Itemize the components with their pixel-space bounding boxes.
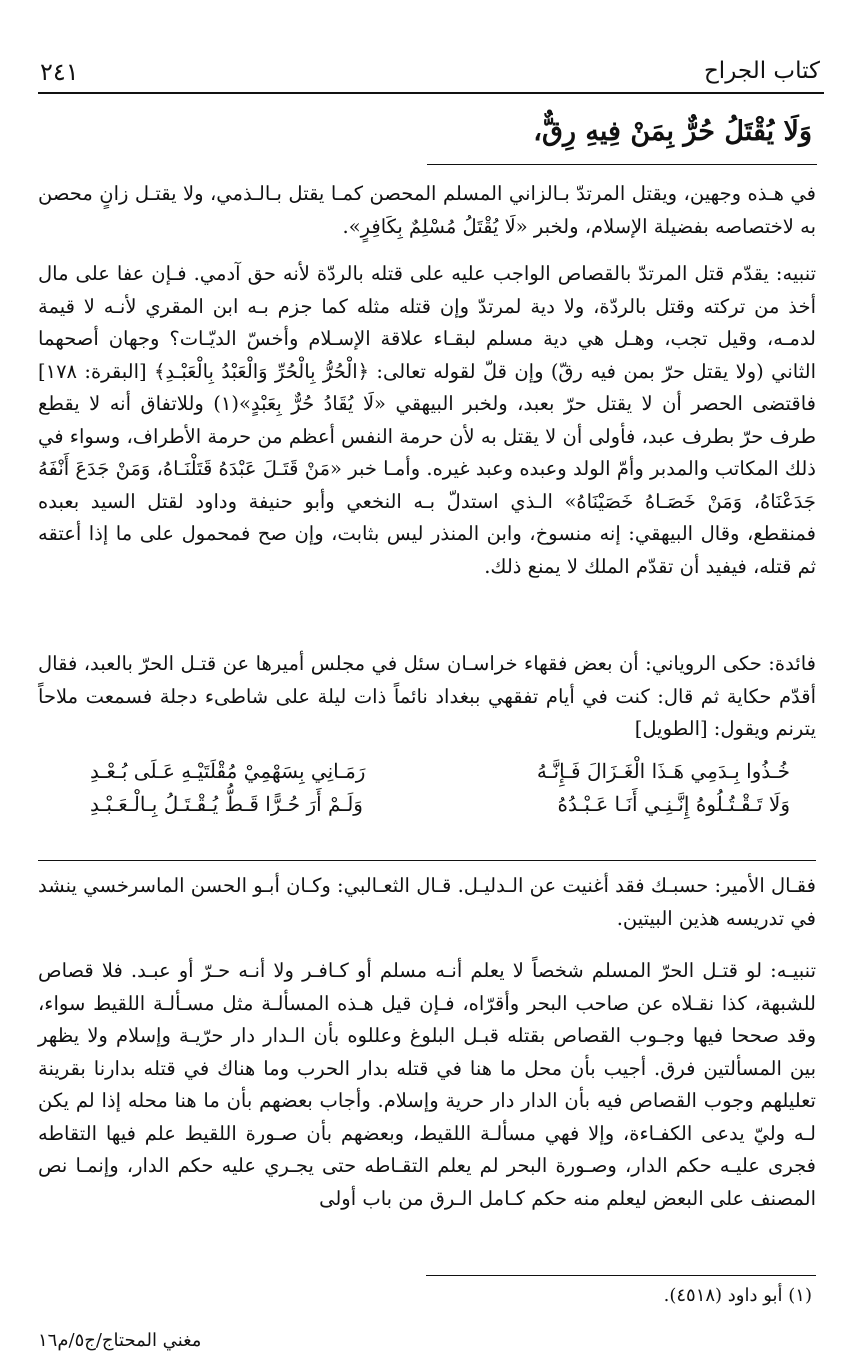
signature-mark: مغني المحتاج/ج٥/م١٦ xyxy=(38,1330,202,1351)
matn-heading: وَلَا يُقْتَلُ حُرٌّ بِمَنْ فِيهِ رِقٌّ، xyxy=(533,116,812,147)
verse-first-hemistich: وَلَا تَـقْـتُـلُوهُ إِنَّـنِـي أَنَـا عَـبْـدُهُ xyxy=(557,792,790,816)
poem xyxy=(80,755,790,825)
heading-rule xyxy=(427,164,817,165)
section-divider xyxy=(38,860,816,861)
paragraph: تنبيه: يقدّم قتل المرتدّ بالقصاص الواجب عليه على قتله بالردّة لأنه حق آدمي. فـإن عفا على مال أخذ من تركته وقتل بالردّة، ولا دية لمرتدّ وإن قتله مثله كما جزم بـه ابن المقري لأنـه لا قيمة لدمـه، وقيل تجب، وهـل هي دية مسلم لبقـاء علاقة الإسـلام وأخسّ الديّـات؟ وجهان أصحهما الثاني (ولا يقتل حرّ بمن فيه رقّ) وإن قلّ لقوله تعالى: ﴿الْحُرُّ بِالْحُرِّ وَالْعَبْدُ بِالْعَبْـدِ﴾ [البقرة: ١٧٨] فاقتضى الحصر أن لا يقتل حرّ بعبد، ولخبر البيهقي «لَا يُقَادُ حُرٌّ بِعَبْدٍ»(١) وللاتفاق أنه لا يقطع طرف حرّ بطرف عبد، فأولى أن لا يقتل به لأن حرمة النفس أعظم من حرمة الأطراف، وسواء في ذلك المكاتب والمدبر وأمّ الولد وعبده وعبد غيره. وأمـا خبر «مَنْ قَتَـلَ عَبْدَهُ قَتَلْنَـاهُ، وَمَنْ جَدَعَ أَنْفَهُ جَدَعْنَاهُ، وَمَنْ خَصَـاهُ خَصَيْنَاهُ» الـذي استدلّ بـه النخعي وأبو حنيفة وداود لقتل السيد بعبده فمنقطع، وقال البيهقي: إنه منسوخ، وابن المنذر ليس بثابت، وإن صح فمحمول على ما إذا أعتقه ثم قتله، فيفيد أن تقدّم الملك لا يمنع ذلك. xyxy=(38,262,816,578)
book-title: كتاب الجراح xyxy=(703,58,820,84)
paragraph: في هـذه وجهين، ويقتل المرتدّ بـالزاني المسلم المحصن كمـا يقتل بـالـذمي، ولا يقتـل زانٍ محصن به لاختصاصه بفضيلة الإسلام، ولخبر «لَا يُقْتَلُ مُسْلِمٌ بِكَافِرٍ». xyxy=(38,182,816,238)
poem-verse xyxy=(80,788,790,821)
footnote: (١) أبو داود (٤٥١٨). xyxy=(663,1285,812,1306)
running-header xyxy=(38,56,824,94)
paragraph: تنبيـه: لو قتـل الحرّ المسلم شخصاً لا يعلم أنـه مسلم أو كـافـر ولا أنـه حـرّ أو عبـد. فلا قصاص للشبهة، كذا نقـلاه عن صاحب البحر وأقرّاه، فـإن قيل هـذه المسألـة مثل مسـألـة اللقيط سواء، وقد صححا فيها وجـوب القصاص بقتله قبـل البلوغ وعللوه بأن الـدار دار حرّيـة وإسلام ولا يظهر بين المسألتين فرق. أجيب بأن محل ما هنا في قتله بدار الحرب وما هناك في قتله بدارنا بقرينة تعليلهم وجوب القصاص فيه بأن الدار دار حرية وإسلام. وأجاب بعضهم بأن ما هنا محله إذا لم يكن لـه وليّ يدعى الكفـاءة، وإلا فهي مسألـة اللقيط، وبعضهم بأن صـورة اللقيط علم فيها التقاطه فجرى عليـه حكم الدار، وصـورة البحر لم يعلم التقـاطه حتى يجـري عليه حكم الدار، وإنمـا نص المصنف على البعض ليعلم منه حكم كـامل الـرق من باب أولى xyxy=(38,959,816,1210)
page-number: ٢٤١ xyxy=(40,58,79,86)
footnote-rule xyxy=(426,1275,816,1276)
verse-second-hemistich: وَلَـمْ أَرَ حُـرًّا قَـطُّ يُـقْـتَـلُ بِـالْـعَـبْـدِ xyxy=(90,792,363,816)
paragraph: فقـال الأمير: حسبـك فقد أغنيت عن الـدليـل. قـال الثعـالبي: وكـان أبـو الحسن الماسرخسي ينشد في تدريسه هذين البيتين. xyxy=(38,874,816,930)
verse-first-hemistich: خُـذُوا بِـدَمِي هَـذَا الْغَـزَالَ فَـإِنَّـهُ xyxy=(536,759,790,783)
paragraph: فائدة: حكى الروياني: أن بعض فقهاء خراسـان سئل في مجلس أميرها عن قتـل الحرّ بالعبد، فقال أقدّم حكاية ثم قال: كنت في أيام تفقهي ببغداد نائماً ذات ليلة على شاطىء دجلة فسمعت ملاحاً يترنم ويقول: [الطويل] xyxy=(38,652,816,740)
verse-second-hemistich: رَمَـانِي بِسَهْمِيْ مُقْلَتَيْـهِ عَـلَى بُـعْـدِ xyxy=(90,759,366,783)
poem-verse xyxy=(80,755,790,788)
